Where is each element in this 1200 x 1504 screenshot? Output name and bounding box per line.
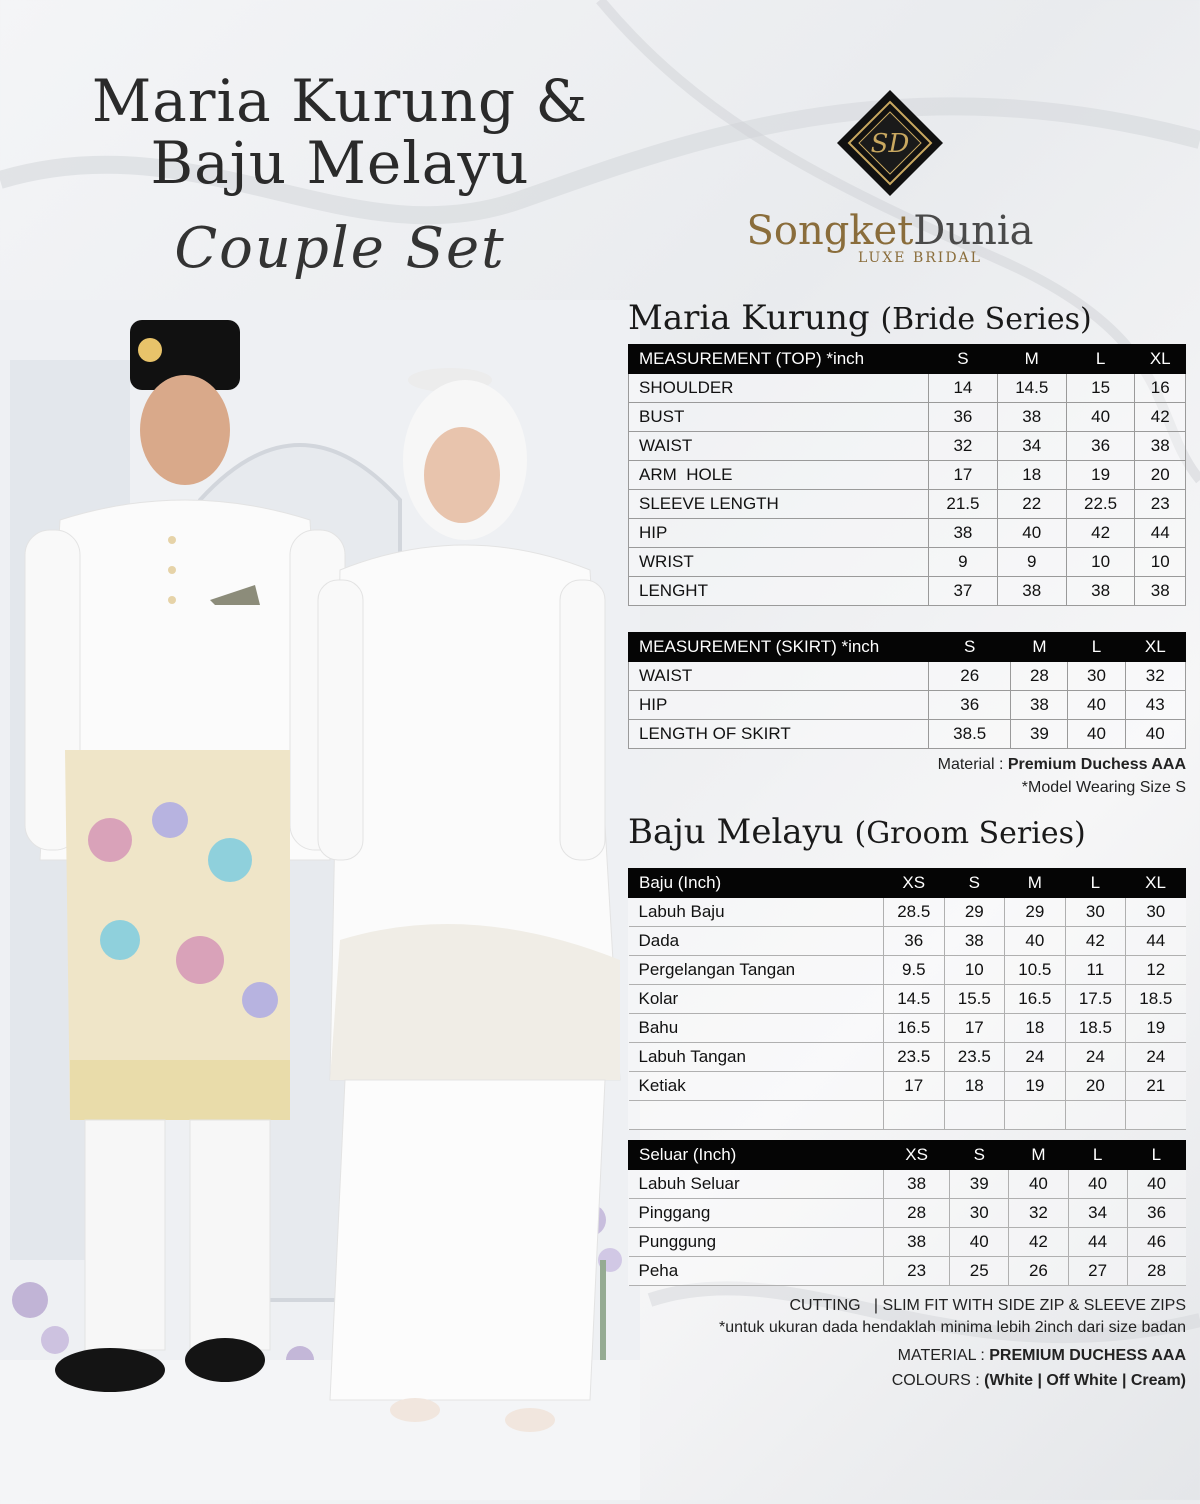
chest-note: *untuk ukuran dada hendaklah minima lebih 2inch dari size badan: [719, 1319, 1186, 1336]
table-cell: 10: [1135, 548, 1186, 577]
table-header: L: [1068, 1141, 1127, 1170]
table-cell: 38: [1011, 691, 1068, 720]
table-row: [629, 519, 1186, 548]
table-cell: 30: [950, 1199, 1009, 1228]
table-cell: 26: [1009, 1257, 1068, 1286]
groom-material-note: [898, 1347, 1186, 1365]
table-cell: 18.5: [1126, 985, 1186, 1014]
table-cell: HIP: [629, 519, 929, 548]
table-row: [629, 577, 1186, 606]
table-cell: 32: [1009, 1199, 1068, 1228]
table-row: [629, 374, 1186, 403]
bride-top-table: [628, 344, 1186, 606]
bride-subtitle: (Bride Series): [880, 302, 1092, 337]
table-header: S: [929, 633, 1011, 662]
table-header: MEASUREMENT (SKIRT) *inch: [629, 633, 929, 662]
model-size-note: *Model Wearing Size S: [1021, 779, 1186, 796]
table-header: XS: [884, 1141, 950, 1170]
table-cell: 30: [1065, 898, 1126, 927]
table-cell: Pinggang: [629, 1199, 884, 1228]
table-cell: 38: [884, 1170, 950, 1199]
table-cell: 42: [1009, 1228, 1068, 1257]
table-cell: 28: [884, 1199, 950, 1228]
table-cell: Kolar: [629, 985, 884, 1014]
table-cell: 38: [944, 927, 1005, 956]
table-row: [629, 403, 1186, 432]
table-cell: 40: [997, 519, 1066, 548]
table-cell: 37: [929, 577, 998, 606]
table-cell: 19: [1005, 1072, 1066, 1101]
table-row-spacer: [629, 1101, 1186, 1130]
bride-title: Maria Kurung: [628, 298, 870, 338]
table-cell: SHOULDER: [629, 374, 929, 403]
table-cell: 25: [950, 1257, 1009, 1286]
table-cell: WAIST: [629, 432, 929, 461]
table-header: XL: [1135, 345, 1186, 374]
table-cell: 29: [1005, 898, 1066, 927]
table-header: Seluar (Inch): [629, 1141, 884, 1170]
table-cell: 9.5: [884, 956, 945, 985]
table-cell: 21.5: [929, 490, 998, 519]
table-row: [629, 956, 1186, 985]
bride-material-label: Material :: [937, 756, 1008, 773]
table-cell: 40: [1068, 1170, 1127, 1199]
table-cell: 38: [1135, 432, 1186, 461]
table-cell: 46: [1127, 1228, 1185, 1257]
couple-photo: [0, 300, 640, 1500]
table-cell: 36: [929, 691, 1011, 720]
table-cell: LENGTH OF SKIRT: [629, 720, 929, 749]
table-cell: 34: [1068, 1199, 1127, 1228]
table-cell: Labuh Tangan: [629, 1043, 884, 1072]
title-line-2: Baju Melayu: [150, 129, 530, 197]
table-cell: 39: [1011, 720, 1068, 749]
table-header: M: [1005, 869, 1066, 898]
brand-name-part1: Songket: [746, 208, 914, 254]
title-script: Couple Set: [174, 216, 506, 281]
table-cell: 18: [997, 461, 1066, 490]
table-header: L: [1127, 1141, 1185, 1170]
table-row: [629, 1170, 1186, 1199]
table-header: S: [944, 869, 1005, 898]
groom-baju-table: [628, 868, 1186, 1130]
table-cell: 26: [929, 662, 1011, 691]
table-cell: 11: [1065, 956, 1126, 985]
table-cell: Bahu: [629, 1014, 884, 1043]
table-row: [629, 548, 1186, 577]
table-header: XL: [1125, 633, 1185, 662]
table-cell: 16.5: [884, 1014, 945, 1043]
table-cell: 40: [1005, 927, 1066, 956]
table-row: [629, 720, 1186, 749]
table-cell: WRIST: [629, 548, 929, 577]
table-header: L: [1068, 633, 1125, 662]
table-cell: 14.5: [884, 985, 945, 1014]
brand-logo: [740, 88, 1040, 266]
table-cell: 38: [929, 519, 998, 548]
table-cell: 40: [1066, 403, 1135, 432]
table-cell: 29: [944, 898, 1005, 927]
table-cell: 16.5: [1005, 985, 1066, 1014]
table-cell: 32: [929, 432, 998, 461]
table-cell: 28.5: [884, 898, 945, 927]
table-row: [629, 490, 1186, 519]
table-cell: 42: [1135, 403, 1186, 432]
table-header: XL: [1126, 869, 1186, 898]
bride-material-note: [938, 756, 1186, 774]
table-cell: 23: [884, 1257, 950, 1286]
table-cell: 23: [1135, 490, 1186, 519]
table-cell: Labuh Seluar: [629, 1170, 884, 1199]
table-cell: 19: [1066, 461, 1135, 490]
table-header-row: [629, 1141, 1186, 1170]
table-row: [629, 461, 1186, 490]
table-header: Baju (Inch): [629, 869, 884, 898]
table-cell: 9: [929, 548, 998, 577]
table-row: [629, 1199, 1186, 1228]
table-row: [629, 1072, 1186, 1101]
table-cell: 44: [1126, 927, 1186, 956]
table-cell: HIP: [629, 691, 929, 720]
bride-skirt-table: [628, 632, 1186, 749]
table-cell: 38: [884, 1228, 950, 1257]
table-cell: 12: [1126, 956, 1186, 985]
title-block: [80, 67, 600, 281]
table-cell: 38: [997, 577, 1066, 606]
colours-value: (White | Off White | Cream): [984, 1372, 1186, 1389]
table-cell: 28: [1011, 662, 1068, 691]
table-cell: 40: [1068, 691, 1125, 720]
table-cell: 36: [1127, 1199, 1185, 1228]
table-header: L: [1065, 869, 1126, 898]
table-cell: 43: [1125, 691, 1185, 720]
table-cell: 22.5: [1066, 490, 1135, 519]
table-cell: 23.5: [884, 1043, 945, 1072]
table-cell: Pergelangan Tangan: [629, 956, 884, 985]
table-cell: 38.5: [929, 720, 1011, 749]
table-row: [629, 1257, 1186, 1286]
table-header: M: [1011, 633, 1068, 662]
table-header-row: [629, 869, 1186, 898]
table-cell: 40: [1127, 1170, 1185, 1199]
table-cell: 42: [1066, 519, 1135, 548]
groom-material-label: MATERIAL :: [897, 1347, 990, 1364]
table-row: [629, 691, 1186, 720]
table-cell: 14: [929, 374, 998, 403]
table-cell: 36: [929, 403, 998, 432]
table-header-row: [629, 345, 1186, 374]
groom-seluar-table: [628, 1140, 1186, 1286]
table-cell: LENGHT: [629, 577, 929, 606]
table-cell: 24: [1065, 1043, 1126, 1072]
table-cell: 30: [1068, 662, 1125, 691]
table-cell: 17: [944, 1014, 1005, 1043]
table-cell: 9: [997, 548, 1066, 577]
table-cell: 38: [1135, 577, 1186, 606]
table-cell: 28: [1127, 1257, 1185, 1286]
table-cell: Labuh Baju: [629, 898, 884, 927]
table-cell: 18: [944, 1072, 1005, 1101]
brand-name: [740, 208, 1040, 254]
table-header: L: [1066, 345, 1135, 374]
table-cell: 17.5: [1065, 985, 1126, 1014]
table-cell: 27: [1068, 1257, 1127, 1286]
table-cell: 22: [997, 490, 1066, 519]
table-header: M: [997, 345, 1066, 374]
groom-title: Baju Melayu: [628, 812, 844, 852]
groom-section-title: [628, 812, 1086, 852]
table-row: [629, 985, 1186, 1014]
table-cell: 36: [1066, 432, 1135, 461]
table-row: [629, 898, 1186, 927]
groom-material-value: PREMIUM DUCHESS AAA: [989, 1347, 1186, 1364]
table-row: [629, 662, 1186, 691]
table-cell: 30: [1126, 898, 1186, 927]
table-cell: 34: [997, 432, 1066, 461]
table-row: [629, 432, 1186, 461]
table-cell: 16: [1135, 374, 1186, 403]
brand-tagline: LUXE BRIDAL: [858, 250, 982, 266]
brand-monogram: SD: [870, 129, 910, 159]
title-line-1: Maria Kurung &: [91, 67, 589, 135]
table-cell: 18.5: [1065, 1014, 1126, 1043]
brand-name-part2: Dunia: [913, 208, 1034, 254]
table-cell: BUST: [629, 403, 929, 432]
table-cell: 10: [944, 956, 1005, 985]
table-cell: 14.5: [997, 374, 1066, 403]
table-cell: 15.5: [944, 985, 1005, 1014]
table-cell: 38: [997, 403, 1066, 432]
table-cell: 15: [1066, 374, 1135, 403]
table-header: M: [1009, 1141, 1068, 1170]
table-cell: 24: [1126, 1043, 1186, 1072]
table-cell: 32: [1125, 662, 1185, 691]
table-cell: Dada: [629, 927, 884, 956]
table-cell: 40: [1125, 720, 1185, 749]
table-row: [629, 1228, 1186, 1257]
table-cell: Punggung: [629, 1228, 884, 1257]
table-cell: 42: [1065, 927, 1126, 956]
table-cell: 10: [1066, 548, 1135, 577]
table-row: [629, 1014, 1186, 1043]
table-cell: 44: [1068, 1228, 1127, 1257]
table-cell: 24: [1005, 1043, 1066, 1072]
colours-note: [892, 1372, 1186, 1390]
table-cell: 20: [1065, 1072, 1126, 1101]
table-cell: Peha: [629, 1257, 884, 1286]
brand-emblem-icon: [835, 88, 945, 198]
table-cell: 40: [1009, 1170, 1068, 1199]
table-cell: 20: [1135, 461, 1186, 490]
table-cell: 38: [1066, 577, 1135, 606]
table-cell: 44: [1135, 519, 1186, 548]
table-header: MEASUREMENT (TOP) *inch: [629, 345, 929, 374]
table-header: XS: [884, 869, 945, 898]
groom-subtitle: (Groom Series): [854, 816, 1086, 851]
table-header: S: [950, 1141, 1009, 1170]
table-cell: 10.5: [1005, 956, 1066, 985]
table-row: [629, 1043, 1186, 1072]
table-cell: ARM HOLE: [629, 461, 929, 490]
table-cell: 18: [1005, 1014, 1066, 1043]
table-cell: 19: [1126, 1014, 1186, 1043]
table-cell: 21: [1126, 1072, 1186, 1101]
table-cell: Ketiak: [629, 1072, 884, 1101]
table-cell: 23.5: [944, 1043, 1005, 1072]
cutting-note: CUTTING | SLIM FIT WITH SIDE ZIP & SLEEVE ZIPS: [789, 1297, 1186, 1314]
couple-illustration: [0, 300, 640, 1500]
bride-section-title: [628, 298, 1092, 338]
colours-label: COLOURS :: [891, 1372, 985, 1389]
table-cell: 17: [884, 1072, 945, 1101]
table-cell: SLEEVE LENGTH: [629, 490, 929, 519]
table-cell: 40: [1068, 720, 1125, 749]
table-cell: 40: [950, 1228, 1009, 1257]
table-header-row: [629, 633, 1186, 662]
table-cell: 36: [884, 927, 945, 956]
table-cell: WAIST: [629, 662, 929, 691]
table-cell: 39: [950, 1170, 1009, 1199]
table-cell: 17: [929, 461, 998, 490]
table-row: [629, 927, 1186, 956]
table-header: S: [929, 345, 998, 374]
bride-material-value: Premium Duchess AAA: [1007, 756, 1186, 773]
